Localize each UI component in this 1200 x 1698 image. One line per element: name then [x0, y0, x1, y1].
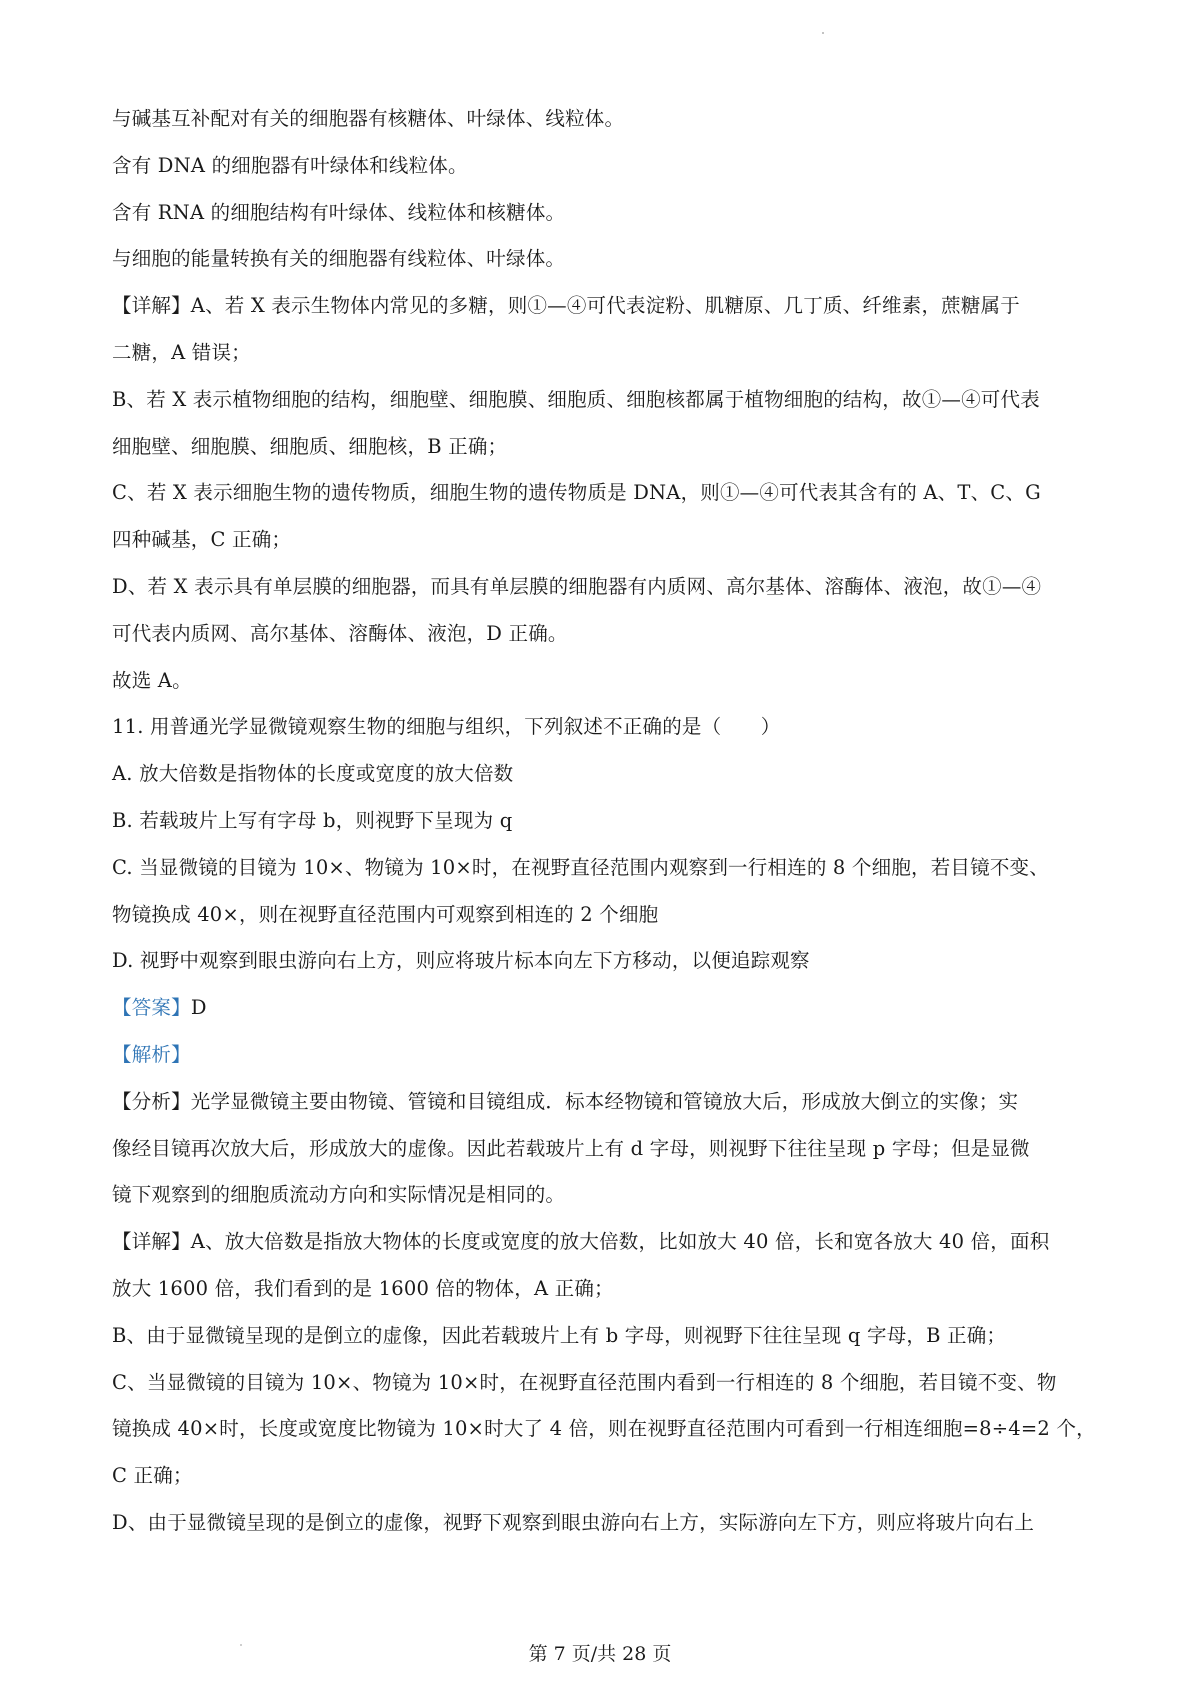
paragraph-line: 含有 DNA 的细胞器有叶绿体和线粒体。 — [112, 153, 468, 177]
page-body — [112, 96, 1102, 1547]
option-b: B. 若载玻片上写有字母 b，则视野下呈现为 q — [112, 808, 513, 832]
analysis-heading — [112, 1032, 1102, 1079]
paragraph-line: 含有 RNA 的细胞结构有叶绿体、线粒体和核糖体。 — [112, 200, 566, 224]
paragraph-line: C 正确； — [112, 1464, 193, 1488]
paragraph-line: D、由于显微镜呈现的是倒立的虚像，视野下观察到眼虫游向右上方，实际游向左下方，则应将玻片向右上 — [112, 1510, 1035, 1534]
option-c: C. 当显微镜的目镜为 10×、物镜为 10×时，在视野直径范围内观察到一行相连的 8 个细胞，若目镜不变、 — [112, 855, 1049, 879]
paragraph-line: 【详解】A、放大倍数是指放大物体的长度或宽度的放大倍数，比如放大 40 倍，长和宽各放大 40 倍，面积 — [112, 1230, 1050, 1254]
paragraph-line: 细胞壁、细胞膜、细胞质、细胞核，B 正确； — [112, 434, 508, 458]
paragraph-line: 二糖，A 错误； — [112, 340, 251, 364]
answer-value: D — [190, 996, 207, 1020]
paragraph-line: B、若 X 表示植物细胞的结构，细胞壁、细胞膜、细胞质、细胞核都属于植物细胞的结构，故①—④可代表 — [112, 387, 1040, 411]
paragraph-line: 四种碱基，C 正确； — [112, 528, 292, 552]
paragraph-line: 镜下观察到的细胞质流动方向和实际情况是相同的。 — [112, 1183, 566, 1207]
paragraph-line: D、若 X 表示具有单层膜的细胞器，而具有单层膜的细胞器有内质网、高尔基体、溶酶体、液泡，故①—④ — [112, 574, 1042, 598]
paragraph-line: 与细胞的能量转换有关的细胞器有线粒体、叶绿体。 — [112, 247, 566, 271]
paragraph-line: 放大 1600 倍，我们看到的是 1600 倍的物体，A 正确； — [112, 1276, 614, 1300]
page-number-footer: 第 7 页/共 28 页 — [528, 1643, 672, 1665]
paragraph-line: 故选 A。 — [112, 668, 192, 692]
answer-label: 【答案】 — [112, 996, 191, 1020]
paragraph-line: 像经目镜再次放大后，形成放大的虚像。因此若载玻片上有 d 字母，则视野下往往呈现 p 字母；但是显微 — [112, 1136, 1030, 1160]
paragraph-line: 【分析】光学显微镜主要由物镜、管镜和目镜组成．标本经物镜和管镜放大后，形成放大倒立的实像；实 — [112, 1089, 1019, 1113]
analysis-label: 【解析】 — [112, 1042, 191, 1066]
answer-line — [112, 985, 1102, 1032]
paragraph-line: B、由于显微镜呈现的是倒立的虚像，因此若载玻片上有 b 字母，则视野下往往呈现 q 字母，B 正确； — [112, 1323, 1007, 1347]
question-stem: 11. 用普通光学显微镜观察生物的细胞与组织，下列叙述不正确的是（ ） — [112, 715, 781, 739]
scan-speck — [822, 32, 824, 34]
paragraph-line: C、若 X 表示细胞生物的遗传物质，细胞生物的遗传物质是 DNA，则①—④可代表其含有的 A、T、C、G — [112, 481, 1041, 505]
option-c-continued: 物镜换成 40×，则在视野直径范围内可观察到相连的 2 个细胞 — [112, 902, 659, 926]
paragraph-line: 【详解】A、若 X 表示生物体内常见的多糖，则①—④可代表淀粉、肌糖原、几丁质、纤维素，蔗糖属于 — [112, 294, 1020, 318]
paragraph-line: 可代表内质网、高尔基体、溶酶体、液泡，D 正确。 — [112, 621, 568, 645]
paragraph-line: 与碱基互补配对有关的细胞器有核糖体、叶绿体、线粒体。 — [112, 107, 625, 130]
option-a: A. 放大倍数是指物体的长度或宽度的放大倍数 — [112, 762, 514, 786]
paragraph-line: C、当显微镜的目镜为 10×、物镜为 10×时，在视野直径范围内看到一行相连的 8 个细胞，若目镜不变、物 — [112, 1370, 1057, 1394]
option-d: D. 视野中观察到眼虫游向右上方，则应将玻片标本向左下方移动，以便追踪观察 — [112, 949, 810, 973]
paragraph-line: 镜换成 40×时，长度或宽度比物镜为 10×时大了 4 倍，则在视野直径范围内可看到一行相连细胞=8÷4=2 个， — [112, 1417, 1096, 1441]
